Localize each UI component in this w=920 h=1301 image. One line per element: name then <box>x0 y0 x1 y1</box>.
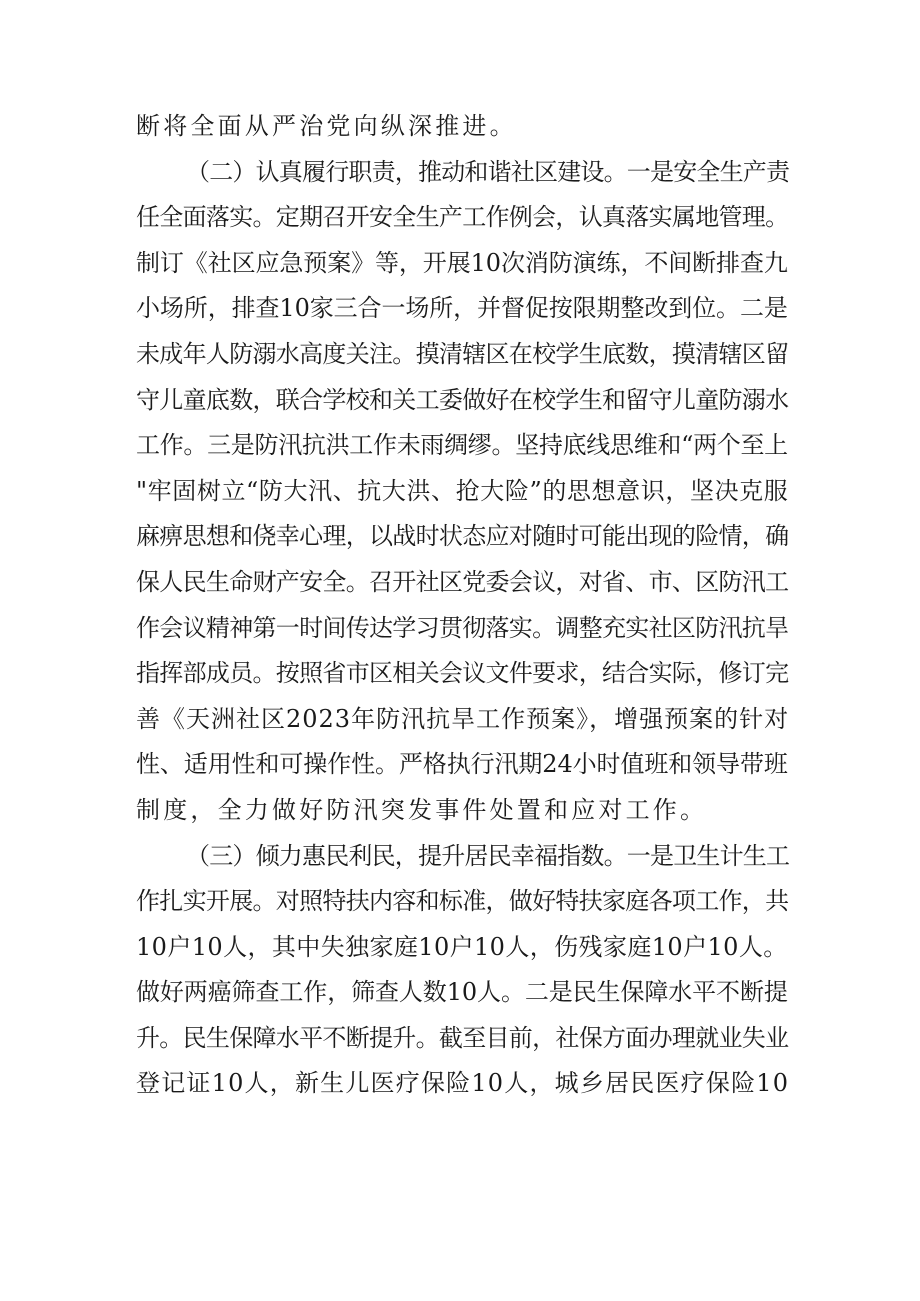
text-line: 麻痹思想和侥幸心理，以战时状态应对随时可能出现的险情，确 <box>136 522 789 551</box>
text-line: 10户10人，其中失独家庭10户10人，伤残家庭10户10人。 <box>136 932 788 961</box>
text-line: 守儿童底数，联合学校和关工委做好在校学生和留守儿童防溺水 <box>136 385 789 414</box>
text-line: 工作。三是防汛抗洪工作未雨绸缪。坚持底线思维和“两个至上 <box>136 431 788 460</box>
text-line: "牢固树立“防大汛、抗大洪、抢大险”的思想意识，坚决克服 <box>136 476 789 505</box>
text-line: 未成年人防溺水高度关注。摸清辖区在校学生底数，摸清辖区留 <box>136 339 789 368</box>
text-line: 登记证10人，新生儿医疗保险10人，城乡居民医疗保险10 <box>136 1069 790 1098</box>
text-line: 升。民生保障水平不断提升。截至目前，社保方面办理就业失业 <box>136 1023 789 1052</box>
text-line: 善《天洲社区2023年防汛抗旱工作预案》，增强预案的针对 <box>136 704 790 733</box>
text-line: 小场所，排查10家三合一场所，并督促按限期整改到位。二是 <box>136 294 788 323</box>
text-line: 制订《社区应急预案》等，开展10次消防演练，不间断排查九 <box>136 248 788 277</box>
text-line: 做好两癌筛查工作，筛查人数10人。二是民生保障水平不断提 <box>136 978 788 1007</box>
text-line: 任全面落实。定期召开安全生产工作例会，认真落实属地管理。 <box>136 203 789 232</box>
text-line: 保人民生命财产安全。召开社区党委会议，对省、市、区防汛工 <box>136 567 789 596</box>
text-line: 指挥部成员。按照省市区相关会议文件要求，结合实际，修订完 <box>136 659 789 688</box>
text-line: 制度，全力做好防汛突发事件处置和应对工作。 <box>136 795 708 824</box>
text-line: 断将全面从严治党向纵深推进。 <box>136 112 517 140</box>
document-body <box>0 104 920 1107</box>
paragraph-heading-line: （三）倾力惠民利民，提升居民幸福指数。一是卫生计生工 <box>186 841 790 870</box>
paragraph-heading-line: （二）认真履行职责，推动和谐社区建设。一是安全生产责 <box>186 157 790 186</box>
text-line: 性、适用性和可操作性。严格执行汛期24小时值班和领导带班 <box>136 750 788 779</box>
text-line: 作扎实开展。对照特扶内容和标准，做好特扶家庭各项工作，共 <box>136 887 789 916</box>
text-line: 作会议精神第一时间传达学习贯彻落实。调整充实社区防汛抗旱 <box>136 613 789 642</box>
